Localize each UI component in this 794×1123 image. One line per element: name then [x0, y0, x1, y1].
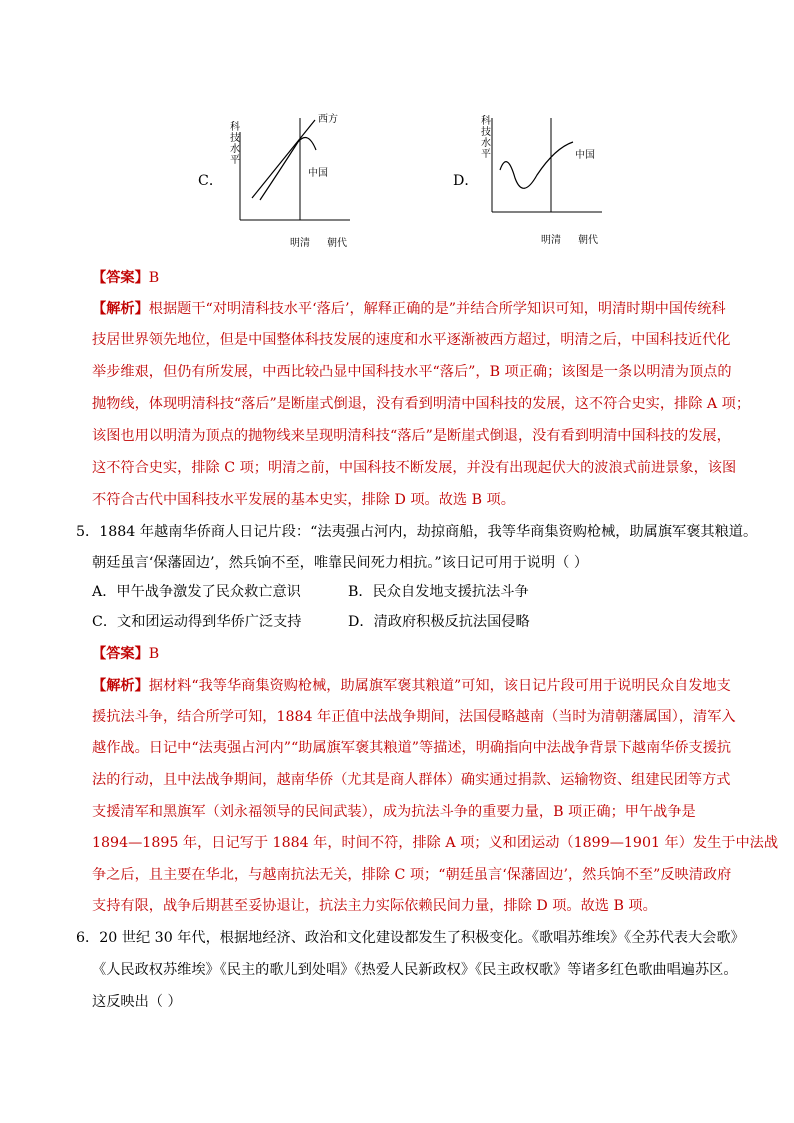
q5-analysis-line-7: 争之后，且主要在华北，与越南抗法无关，排除 C 项；“朝廷虽言‘保藩固边’，然兵饷不至”反映清政府	[92, 867, 732, 883]
analysis-text: 据材料“我等华商集资购枪械，助属旗军褒其粮道”可知，该日记片段可用于说明民众自发地支	[148, 678, 731, 694]
q5-option-b: B．民众自发地支援抗法斗争	[348, 584, 529, 600]
q4-analysis-line-2: 技居世界领先地位，但是中国整体科技发展的速度和水平逐渐被西方超过，明清之后，中国科技近代化	[92, 332, 731, 348]
q4-analysis-line-6: 这不符合史实，排除 C 项；明清之前，中国科技不断发展，并没有出现起伏大的波浪式前进景象，该图	[92, 460, 737, 476]
q4-answer	[92, 268, 159, 288]
q4-analysis-line-1	[92, 299, 726, 319]
label-china: 中国	[575, 150, 595, 161]
q5-analysis-line-1	[92, 676, 731, 696]
label-dynasty: 朝代	[327, 238, 347, 249]
q5-answer	[92, 644, 159, 664]
q5-analysis-line-8: 支持有限，战争后期甚至妥协退让，抗法主力实际依赖民间力量，排除 D 项。故选 B 项。	[92, 898, 657, 914]
q5-analysis-line-3: 越作战。日记中“法夷强占河内”“助属旗军褒其粮道”等描述，明确指向中法战争背景下越南华侨支援抗	[92, 740, 732, 756]
y-axis-label-2: 技	[481, 127, 491, 138]
label-mingqing: 明清	[290, 238, 310, 249]
label-mingqing: 明清	[541, 235, 561, 246]
answer-value: B	[148, 646, 160, 662]
answer-value: B	[148, 270, 160, 286]
analysis-tag: 【解析】	[92, 301, 149, 317]
q6-stem-line-3: 这反映出（ ）	[92, 994, 182, 1010]
q5-analysis-line-4: 法的行动，且中法战争期间，越南华侨（尤其是商人群体）确实通过捐款、运输物资、组建民团等方式	[92, 772, 731, 788]
q5-option-c: C．文和团运动得到华侨广泛支持	[92, 614, 302, 630]
label-west: 西方	[318, 114, 338, 125]
label-china: 中国	[308, 168, 328, 179]
analysis-text: 根据题干“对明清科技水平‘落后’，解释正确的是”并结合所学知识可知，明清时期中国传统科	[148, 301, 726, 317]
q5-analysis-line-2: 援抗法斗争，结合所学可知，1884 年正值中法战争期间，法国侵略越南（当时为清朝藩属国），清军入	[92, 709, 736, 725]
q5-stem-line-2: 朝廷虽言‘保藩固边’，然兵饷不至，唯靠民间死力相抗。”该日记可用于说明（ ）	[92, 555, 589, 571]
q5-analysis-line-6: 1894—1895 年，日记写于 1884 年，时间不符，排除 A 项；义和团运动（1899—1901 年）发生于中法战	[92, 835, 779, 851]
analysis-tag: 【解析】	[92, 678, 149, 694]
china-curve	[500, 142, 573, 188]
graph-d	[445, 110, 620, 255]
label-dynasty: 朝代	[578, 235, 598, 246]
answer-tag: 【答案】	[92, 270, 149, 286]
west-curve	[252, 120, 315, 198]
y-axis-label-3: 水	[230, 144, 240, 155]
y-axis-label-1: 科	[481, 116, 491, 127]
y-axis-label-4: 平	[230, 155, 240, 166]
option-d-letter: D．	[453, 173, 479, 189]
graph-c	[190, 110, 365, 255]
q4-analysis-line-5: 该图也用以明清为顶点的抛物线来呈现明清科技“落后”是断崖式倒退，没有看到明清中国科技的发展，	[92, 428, 731, 444]
q4-analysis-line-4: 抛物线，体现明清科技“落后”是断崖式倒退，没有看到明清中国科技的发展，这不符合史实，排除 A 项；	[92, 396, 751, 412]
q4-analysis-line-7: 不符合古代中国科技水平发展的基本史实，排除 D 项。故选 B 项。	[92, 492, 515, 508]
q6-stem-line-2: 《人民政权苏维埃》《民主的歌儿到处唱》《热爱人民新政权》《民主政权歌》等诸多红色歌曲唱遍苏区。	[92, 962, 738, 978]
answer-tag: 【答案】	[92, 646, 149, 662]
option-c-letter: C．	[198, 173, 224, 189]
q5-stem-line-1: 5．1884 年越南华侨商人日记片段：“法夷强占河内，劫掠商船，我等华商集资购枪械，助属旗军褒其粮道。	[76, 524, 758, 540]
y-axis-label-1: 科	[230, 122, 240, 133]
q4-analysis-line-3: 举步维艰，但仍有所发展，中西比较凸显中国科技水平“落后”，B 项正确；该图是一条以明清为顶点的	[92, 364, 732, 380]
q6-stem-line-1: 6．20 世纪 30 年代，根据地经济、政治和文化建设都发生了积极变化。《歌唱苏维埃》《全苏代表大会歌》	[76, 930, 745, 946]
q5-analysis-line-5: 支援清军和黑旗军（刘永福领导的民间武装），成为抗法斗争的重要力量，B 项正确；甲午战争是	[92, 804, 696, 820]
q5-option-d: D．清政府积极反抗法国侵略	[348, 614, 530, 630]
y-axis-label-4: 平	[481, 149, 491, 160]
y-axis-label-2: 技	[230, 133, 240, 144]
q5-option-a: A．甲午战争激发了民众救亡意识	[92, 584, 301, 600]
y-axis-label-3: 水	[481, 138, 491, 149]
